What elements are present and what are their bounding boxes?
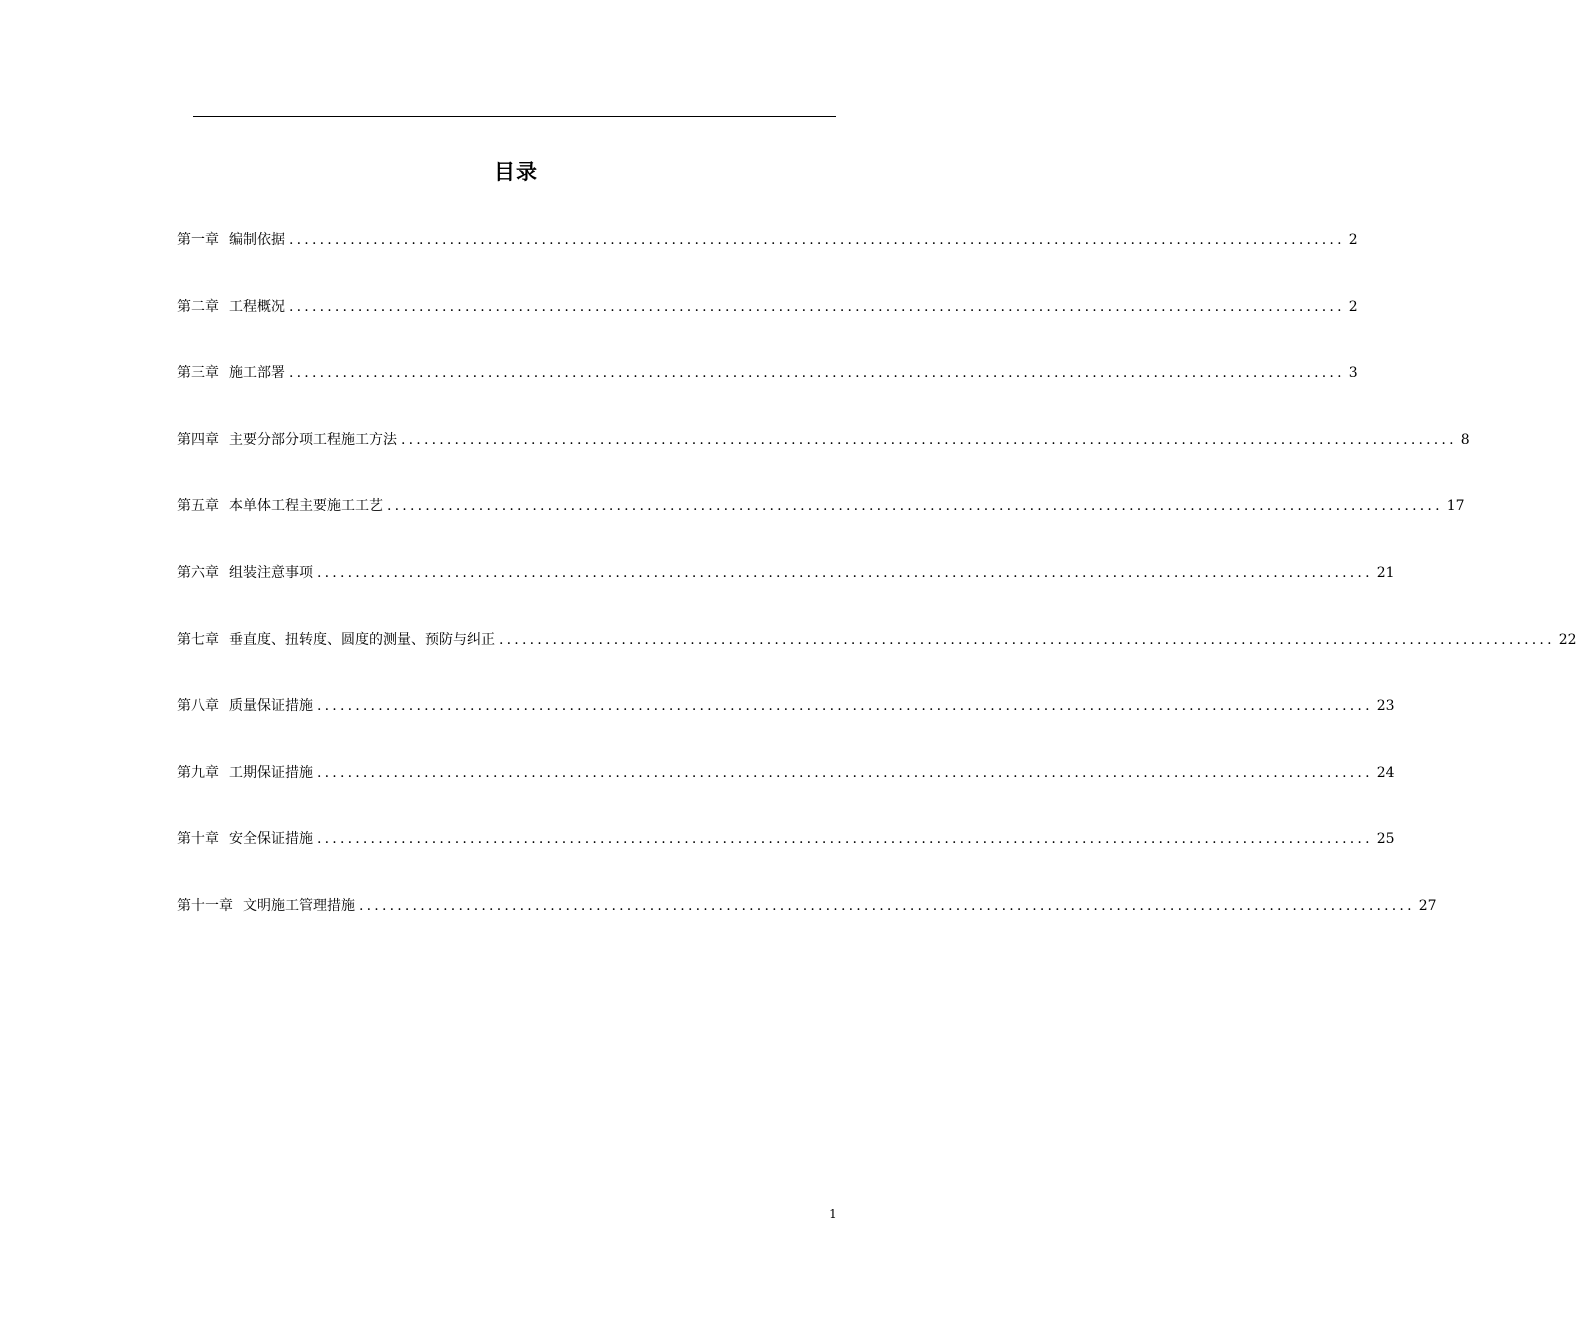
toc-page-number: 3	[1348, 365, 1358, 382]
toc-chapter-number: 第二章	[177, 298, 219, 315]
toc-chapter-title: 质量保证措施	[229, 698, 313, 715]
toc-dot-leader: ..........................................................................................................................................	[289, 365, 1345, 382]
toc-dot-leader: ..........................................................................................................................................	[499, 631, 1555, 648]
header-rule	[193, 116, 836, 117]
toc-page-number: 17	[1446, 498, 1465, 515]
toc-chapter-number: 第十一章	[177, 897, 233, 914]
toc-entry[interactable]	[177, 228, 1358, 295]
toc-dot-leader: ..........................................................................................................................................	[317, 764, 1373, 781]
toc-entry[interactable]	[177, 761, 1395, 828]
toc-page-number: 27	[1418, 897, 1437, 914]
toc-entry[interactable]	[177, 561, 1395, 628]
toc-page-number: 22	[1558, 631, 1577, 648]
toc-entry[interactable]	[177, 827, 1395, 894]
toc-page-number: 25	[1376, 831, 1395, 848]
toc-entry[interactable]	[177, 494, 1465, 561]
toc-entry[interactable]	[177, 428, 1470, 495]
toc-chapter-title: 编制依据	[229, 232, 285, 248]
toc-chapter-number: 第三章	[177, 365, 219, 382]
toc-chapter-title: 工程概况	[229, 298, 285, 315]
toc-chapter-title: 垂直度、扭转度、圆度的测量、预防与纠正	[229, 631, 495, 648]
toc-chapter-title: 主要分部分项工程施工方法	[229, 431, 397, 448]
toc-dot-leader: ..........................................................................................................................................	[289, 232, 1345, 248]
toc-entry[interactable]	[177, 894, 1437, 961]
toc-dot-leader: ..........................................................................................................................................	[289, 298, 1345, 315]
toc-dot-leader: ..........................................................................................................................................	[317, 564, 1373, 581]
toc-title: 目录	[494, 160, 538, 184]
toc-dot-leader: ..........................................................................................................................................	[401, 431, 1457, 448]
toc-dot-leader: ..........................................................................................................................................	[317, 698, 1373, 715]
toc-chapter-number: 第一章	[177, 232, 219, 248]
toc-chapter-title: 工期保证措施	[229, 764, 313, 781]
table-of-contents	[177, 228, 1577, 961]
toc-chapter-title: 本单体工程主要施工工艺	[229, 498, 383, 515]
toc-page-number: 24	[1376, 764, 1395, 781]
toc-chapter-number: 第七章	[177, 631, 219, 648]
toc-chapter-number: 第六章	[177, 564, 219, 581]
toc-page-number: 2	[1348, 298, 1358, 315]
toc-page-number: 23	[1376, 698, 1395, 715]
toc-chapter-number: 第八章	[177, 698, 219, 715]
toc-dot-leader: ..........................................................................................................................................	[387, 498, 1443, 515]
toc-entry[interactable]	[177, 628, 1577, 695]
toc-chapter-number: 第九章	[177, 764, 219, 781]
toc-chapter-title: 安全保证措施	[229, 831, 313, 848]
page-number: 1	[829, 1207, 837, 1221]
toc-chapter-number: 第五章	[177, 498, 219, 515]
toc-chapter-number: 第四章	[177, 431, 219, 448]
toc-entry[interactable]	[177, 694, 1395, 761]
toc-chapter-title: 施工部署	[229, 365, 285, 382]
toc-page-number: 2	[1348, 232, 1358, 248]
toc-chapter-title: 文明施工管理措施	[243, 897, 355, 914]
toc-page-number: 8	[1460, 431, 1470, 448]
toc-dot-leader: ..........................................................................................................................................	[317, 831, 1373, 848]
toc-entry[interactable]	[177, 295, 1358, 362]
toc-entry[interactable]	[177, 361, 1358, 428]
toc-chapter-title: 组装注意事项	[229, 564, 313, 581]
toc-dot-leader: ..........................................................................................................................................	[359, 897, 1415, 914]
toc-chapter-number: 第十章	[177, 831, 219, 848]
toc-page-number: 21	[1376, 564, 1395, 581]
